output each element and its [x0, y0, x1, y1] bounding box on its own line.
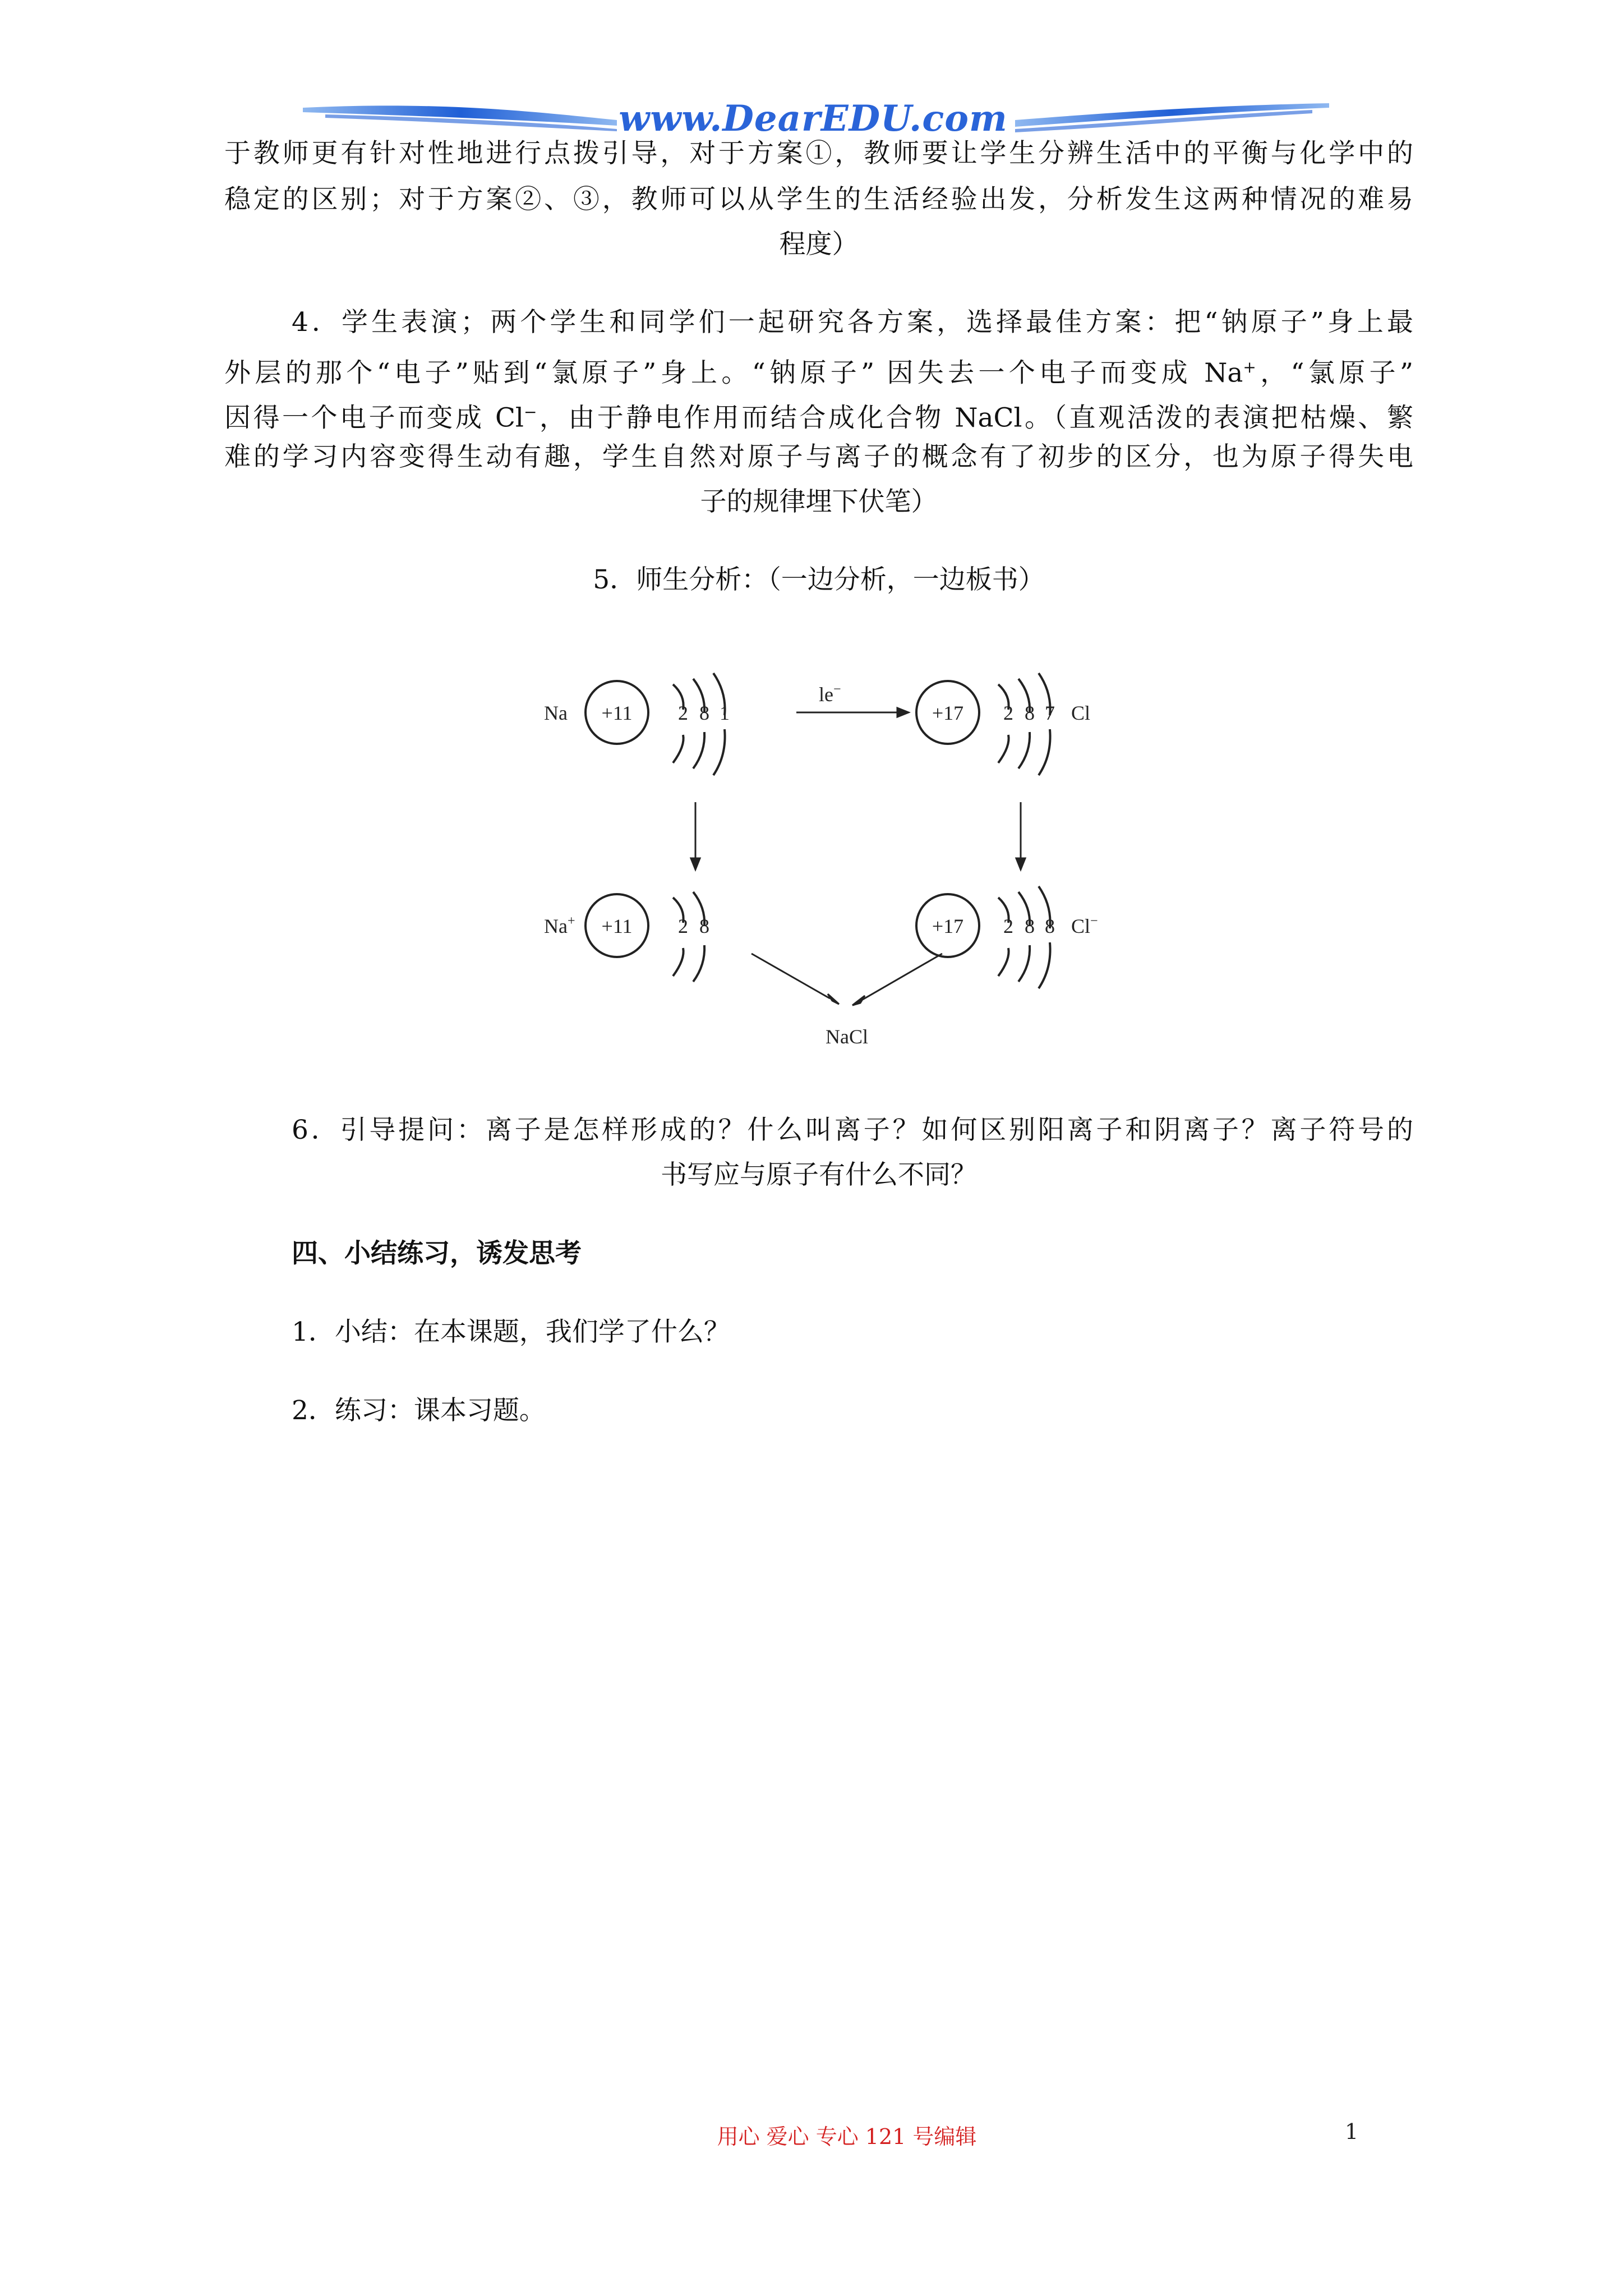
list-item: 1．小结：在本课题，我们学了什么？ [292, 1317, 730, 1347]
paragraph-line: 5．师生分析：（一边分析，一边板书） [593, 564, 1045, 595]
na-nucleus-charge: +11 [601, 702, 633, 724]
na-ion-label: Na+ [544, 914, 575, 937]
cl-ion-to-nacl-arrow [863, 954, 942, 1000]
na-ion-shell-1: 2 [678, 915, 688, 937]
paragraph-line: 因得一个电子而变成 Cl−，由于静电作用而结合成化合物 NaCl。（直观活泼的表演把枯燥、繁 [224, 402, 1413, 434]
page-number: 1 [1345, 2119, 1359, 2144]
section-heading: 四、小结练习，诱发思考 [292, 1238, 582, 1269]
ion-formation-diagram [527, 634, 1155, 1060]
cl-ion-shell-2: 8 [1025, 915, 1035, 937]
na-label: Na [544, 702, 568, 724]
paragraph-line: 稳定的区别；对于方案②、③，教师可以从学生的生活经验出发，分析发生这两种情况的难易 [224, 184, 1413, 215]
paragraph-line: 子的规律埋下伏笔） [700, 486, 938, 517]
na-ion-nucleus-charge: +11 [601, 915, 633, 937]
paragraph-line: 于教师更有针对性地进行点拨引导，对于方案①，教师要让学生分辨生活中的平衡与化学中的 [224, 138, 1413, 169]
cl-ion-label: Cl− [1071, 914, 1098, 937]
paragraph-line: 4．学生表演；两个学生和同学们一起研究各方案，选择最佳方案：把“钠原子”身上最 [292, 307, 1413, 338]
na-ion-to-nacl-arrow [751, 954, 830, 999]
cl-shell-3: 7 [1045, 702, 1055, 724]
cl-ion-shell-3: 8 [1045, 915, 1055, 937]
paragraph-line: 书写应与原子有什么不同？ [661, 1159, 977, 1190]
paragraph-line: 6．引导提问：离子是怎样形成的？什么叫离子？如何区别阳离子和阴离子？离子符号的 [292, 1115, 1413, 1145]
na-shell-2: 8 [699, 702, 709, 724]
cl-label: Cl [1071, 702, 1091, 724]
nacl-product-label: NaCl [826, 1025, 868, 1048]
transfer-label: le− [819, 682, 841, 706]
header-site-name: www.DearEDU.com [619, 98, 1008, 140]
paragraph-line: 外层的那个“电子”贴到“氯原子”身上。“钠原子” 因失去一个电子而变成 Na+，“氯原子” [224, 357, 1413, 389]
cl-shell-2: 8 [1025, 702, 1035, 724]
cl-ion-nucleus-charge: +17 [932, 915, 964, 937]
list-item: 2．练习：课本习题。 [292, 1395, 546, 1426]
paragraph-line: 难的学习内容变得生动有趣，学生自然对原子与离子的概念有了初步的区分，也为原子得失电 [224, 441, 1413, 472]
footer-slogan: 用心 爱心 专心 121 号编辑 [717, 2124, 977, 2149]
paragraph-line: 程度） [779, 229, 859, 260]
na-shell-3: 1 [720, 702, 730, 724]
cl-ion-shell-1: 2 [1003, 915, 1013, 937]
cl-shell-1: 2 [1003, 702, 1013, 724]
cl-nucleus-charge: +17 [932, 702, 964, 724]
na-shell-1: 2 [678, 702, 688, 724]
na-ion-shell-2: 8 [699, 915, 709, 937]
